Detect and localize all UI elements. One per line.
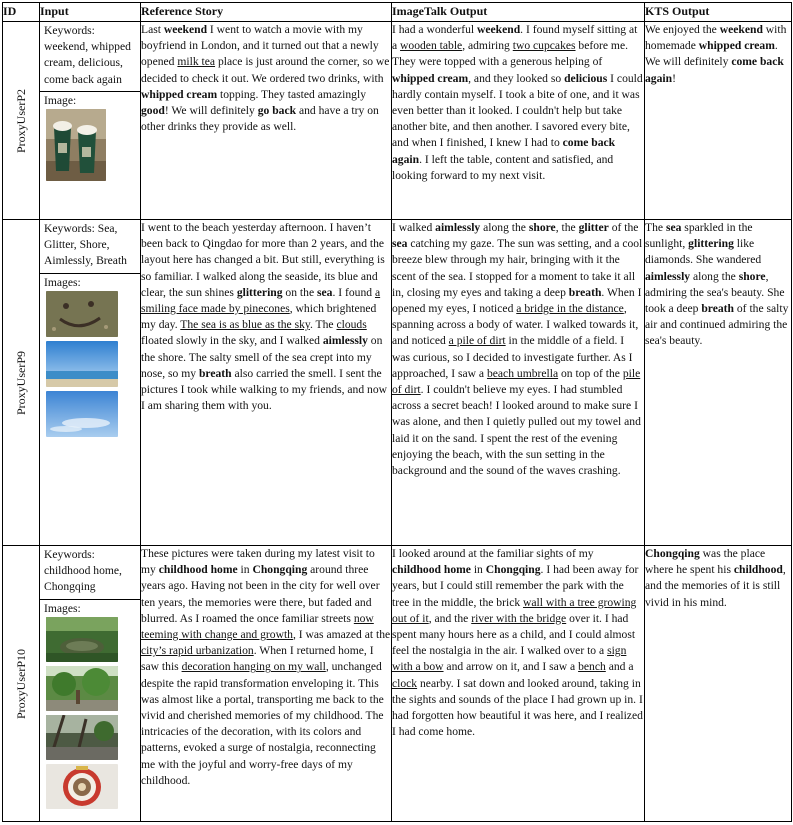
imagetalk-output-text: I had a wonderful weekend. I found myself sitting at a wooden table, admiring two cupcakes before me. They were topped with a generous helping of whipped cream, and they looked so delicious I could hardly contain myself. I took a bite of one, and it was even better than it looked. I couldn't help but take another bite, and then another. I savored every bite, and when I finished, I knew I had to come back again. I left the table, content and satisfied, and looking forward to my next visit. [392, 23, 643, 182]
bold-keyword: whipped cream [392, 71, 469, 85]
bold-keyword: glittering [236, 285, 283, 299]
bold-keyword: good [141, 104, 165, 118]
header-row [3, 3, 792, 22]
bold-keyword: childhood home [392, 563, 471, 577]
bold-keyword: Chongqing [645, 547, 700, 560]
image-block [40, 600, 140, 811]
bold-keyword: come back again [645, 55, 784, 85]
images-label: Images: [44, 275, 81, 289]
kts-output-cell [645, 546, 792, 822]
street-trees-photo [46, 666, 118, 711]
sky-clouds-photo [46, 391, 118, 437]
header-reference-story: Reference Story [141, 3, 392, 22]
bold-keyword: whipped cream [698, 39, 775, 53]
underlined-phrase: bench [578, 660, 606, 674]
table-row [3, 220, 792, 546]
bold-keyword: glittering [688, 237, 734, 251]
underlined-phrase: two cupcakes [512, 39, 576, 53]
table-row [3, 22, 792, 220]
bold-keyword: glitter [578, 221, 609, 234]
kts-output-text: The sea sparkled in the sunlight, glittering like diamonds. She wandered aimlessly along the shore, admiring the sea's beauty. She took a deep breath of the salty air and continued admiring the sea's beauty. [645, 221, 789, 348]
header-id: ID [3, 3, 40, 22]
bold-keyword: weekend [163, 23, 208, 36]
reference-story-text: These pictures were taken during my latest visit to my childhood home in Chongqing around three years ago. Having not been in the city for well over ten years, the memories were there, but faded and blurred. As I roamed the once familiar streets now teeming with change and growth, I was amazed at the city’s rapid urbanization. When I returned home, I saw this decoration hanging on my wall, unchanged despite the rapid transformation enveloping it. This was almost like a portal, transporting me back to the vivid and cherished memories of my childhood. The intricacies of the decoration, with its colors and patterns, evoked a surge of nostalgia, reconnecting me with the joyful and worry-free days of my childhood. [141, 547, 391, 787]
underlined-phrase: a smiling face made by pinecones [141, 285, 381, 316]
underlined-phrase: decoration hanging on my wall [181, 660, 326, 674]
kts-output-cell [645, 220, 792, 546]
bold-keyword: sea [316, 285, 333, 299]
bold-keyword: aimlessly [645, 269, 691, 283]
park-pond-photo [46, 617, 118, 662]
reference-story-cell [141, 546, 392, 822]
imagetalk-output-text: I walked aimlessly along the shore, the glitter of the sea catching my gaze. The sun was setting, and a cool breeze blew through my hair, bringing with it the scent of the sea. I stopped for a moment to take it all in, closing my eyes and taking a deep breath. When I opened my eyes, I noticed a bridge in the distance, spanning across a body of water. I walked towards it, and noticed a pile of dirt in the middle of a field. I was curious, so I decided to investigate further. As I approached, I saw a beach umbrella on top of the pile of dirt. I couldn't believe my eyes. I had stumbled across a secret beach! I looked around to make sure I was alone, and then I quietly pulled out my towel and laid it on the sand. I spent the rest of the evening enjoying the beach, with the sun setting in the background and the sound of the waves crashing. [392, 221, 643, 478]
underlined-phrase: The sea is as blue as the sky [180, 318, 310, 332]
underlined-phrase: clouds [336, 318, 367, 332]
bold-keyword: shore [738, 269, 766, 283]
reference-story-cell [141, 220, 392, 546]
reference-story-text: Last weekend I went to watch a movie with my boyfriend in London, and it turned out that a newly opened milk tea place is just around the corner, so we decided to check it out. We ordered two drinks, with whipped cream topping. They tasted amazingly good! We will definitely go back and have a try on other drinks they provide as well. [141, 23, 390, 134]
bold-keyword: weekend [719, 23, 763, 36]
bold-keyword: sea [392, 237, 408, 251]
underlined-phrase: city’s rapid urbanization [141, 644, 254, 658]
comparison-table [2, 2, 792, 822]
bold-keyword: come back again [392, 136, 616, 166]
input-cell [40, 22, 141, 220]
underlined-phrase: now teeming with change and growth [141, 611, 374, 642]
pinecone-face-photo [46, 291, 118, 337]
reference-story-text: I went to the beach yesterday afternoon. I haven’t been back to Qingdao for more than 2 years, and the layout here has changed a bit. But still, everything is so familiar. I walked along the seaside, its blue and clear, the sun shines glittering on the sea. I found a smiling face made by pinecones, which brightened my day. The sea is as blue as the sky. The clouds floated slowly in the sky, and I walked aimlessly on the shore. The salty smell of the sea crept into my nose, so my breath also carried the smell. I sent the pictures I took while walking to my friends, and now I am sharing them with you. [141, 221, 387, 413]
bold-keyword: Chongqing [252, 563, 308, 577]
imagetalk-output-cell [392, 22, 645, 220]
underlined-phrase: wall with a tree growing out of it [392, 595, 637, 625]
bold-keyword: shore [528, 221, 556, 234]
images-label: Images: [44, 601, 81, 615]
imagetalk-output-text: I looked around at the familiar sights of my childhood home in Chongqing. I had been away for years, but I could still remember the park with the tree in the middle, the brick wall with a tree growing out of it, and the river with the bridge over it. I had spent many hours here as a child, and I could almost feel the nostalgia in the air. I walked over to a sign with a bow and arrow on it, and I saw a bench and a clock nearby. I sat down and looked around, taking in the sights and sounds of the place I had grown up in. I had forgotten how beautiful it was here, and I realized I had come home. [392, 547, 643, 739]
header-kts-output: KTS Output [645, 3, 792, 22]
underlined-phrase: pile of dirt [392, 366, 641, 397]
bold-keyword: sea [665, 221, 682, 234]
reference-story-cell [141, 22, 392, 220]
milk-tea-cups-photo [46, 109, 106, 181]
bold-keyword: aimlessly [435, 221, 481, 234]
bold-keyword: breath [568, 285, 602, 299]
bold-keyword: childhood home [158, 563, 238, 577]
underlined-phrase: sign with a bow [392, 644, 627, 674]
bold-keyword: weekend [477, 23, 521, 36]
underlined-phrase: clock [392, 676, 418, 690]
row-id-cell [3, 546, 40, 822]
imagetalk-output-cell [392, 546, 645, 822]
row-id: ProxyUserP2 [13, 88, 28, 153]
row-id: ProxyUserP9 [13, 350, 28, 415]
header-input: Input [40, 3, 141, 22]
row-id: ProxyUserP10 [13, 648, 28, 719]
input-cell [40, 546, 141, 822]
bold-keyword: Chongqing [485, 563, 541, 577]
bridge-trees-photo [46, 715, 118, 760]
wall-decoration-photo [46, 764, 118, 809]
images-label: Image: [44, 93, 77, 107]
underlined-phrase: river with the bridge [471, 611, 567, 625]
row-id-cell [3, 22, 40, 220]
image-block [40, 274, 140, 439]
kts-output-text: We enjoyed the weekend with homemade whipped cream. We will definitely come back again! [645, 23, 787, 85]
bold-keyword: delicious [564, 71, 608, 85]
bold-keyword: go back [257, 104, 297, 118]
underlined-phrase: milk tea [177, 55, 216, 69]
underlined-phrase: wooden table [400, 39, 463, 53]
bold-keyword: breath [198, 366, 232, 380]
row-id-cell [3, 220, 40, 546]
header-imagetalk-output: ImageTalk Output [392, 3, 645, 22]
blue-sea-photo [46, 341, 118, 387]
bold-keyword: childhood [733, 563, 783, 577]
keywords: Keywords: weekend, whipped cream, delicious, come back again [40, 22, 140, 92]
keywords: Keywords: childhood home, Chongqing [40, 546, 140, 600]
table-row [3, 546, 792, 822]
kts-output-text: Chongqing was the place where he spent his childhood, and the memories of it is still vivid in his mind. [645, 547, 786, 609]
input-cell [40, 220, 141, 546]
image-block [40, 92, 140, 183]
underlined-phrase: a pile of dirt [448, 334, 506, 348]
bold-keyword: aimlessly [322, 334, 368, 348]
imagetalk-output-cell [392, 220, 645, 546]
bold-keyword: breath [701, 302, 734, 316]
underlined-phrase: beach umbrella [486, 366, 559, 380]
keywords: Keywords: Sea, Glitter, Shore, Aimlessly, Breath [40, 220, 140, 274]
kts-output-cell [645, 22, 792, 220]
bold-keyword: whipped cream [141, 87, 218, 101]
underlined-phrase: a bridge in the distance [516, 302, 624, 316]
